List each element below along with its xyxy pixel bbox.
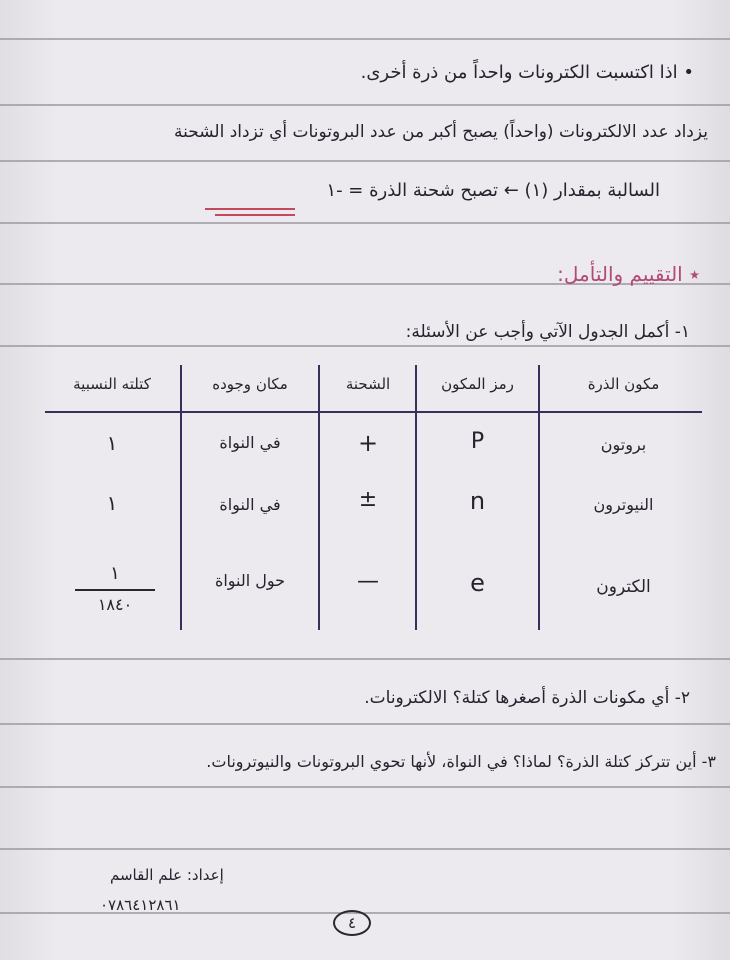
row1-mass: ١ [106,431,118,455]
rule-line [0,160,730,162]
section-heading: ٭ التقييم والتأمل: [557,262,700,286]
row3-mass-numerator: ١ [110,563,120,584]
note-line-3: السالبة بمقدار (١) ← تصبح شحنة الذرة = -١ [326,180,660,201]
row1-symbol: P [470,429,485,454]
question-3: ٣- أين تتركز كتلة الذرة؟ لماذا؟ في النواة، لأنها تحوي البروتونات والنيوترونات. [206,752,716,771]
table-column-line [538,365,540,630]
question-2: ٢- أي مكونات الذرة أصغرها كتلة؟ الالكترونات. [364,688,690,708]
row2-component: النيوترون [593,495,654,514]
table-column-line [180,365,182,630]
row1-charge: + [357,429,379,457]
row1-component: بروتون [600,435,647,454]
rule-line [0,658,730,660]
table-header-line [45,411,702,413]
table-column-line [318,365,320,630]
page-number-circle [333,910,371,936]
row2-symbol: n [469,487,486,515]
row3-location: حول النواة [214,571,286,590]
row3-component: الكترون [596,577,651,597]
rule-line [0,222,730,224]
red-underline [205,208,295,210]
rule-line [0,38,730,40]
header-component: مكون الذرة [587,375,660,393]
rule-line [0,786,730,788]
header-charge: الشحنة [345,375,391,393]
phone-number: ٠٧٨٦٤١٢٨٦١ [100,896,181,914]
red-underline [215,214,295,216]
row3-symbol: e [470,569,485,597]
page-number: ٤ [347,914,357,932]
header-mass: كتلته النسبية [73,375,151,393]
rule-line [0,848,730,850]
prepared-by: إعداد: علم القاسم [110,866,224,884]
question-1: ١- أكمل الجدول الآتي وأجب عن الأسئلة: [405,322,690,342]
row2-charge: ± [358,487,378,512]
header-symbol: رمز المكون [441,375,514,393]
rule-line [0,723,730,725]
row2-location: في النواة [219,495,281,514]
atom-components-table [45,365,702,630]
note-line-1: • اذا اكتسبت الكترونات واحداً من ذرة أخرى. [360,62,694,83]
row1-location: في النواة [219,433,281,452]
row3-charge: — [357,569,379,594]
row3-mass-denominator: ١٨٤٠ [97,595,133,614]
rule-line [0,104,730,106]
rule-line [0,345,730,347]
row2-mass: ١ [106,491,118,515]
note-line-2: يزداد عدد الالكترونات (واحداً) يصبح أكبر من عدد البروتونات أي تزداد الشحنة [174,122,708,142]
table-column-line [415,365,417,630]
header-location: مكان وجوده [212,375,288,393]
fraction-bar [75,589,155,591]
